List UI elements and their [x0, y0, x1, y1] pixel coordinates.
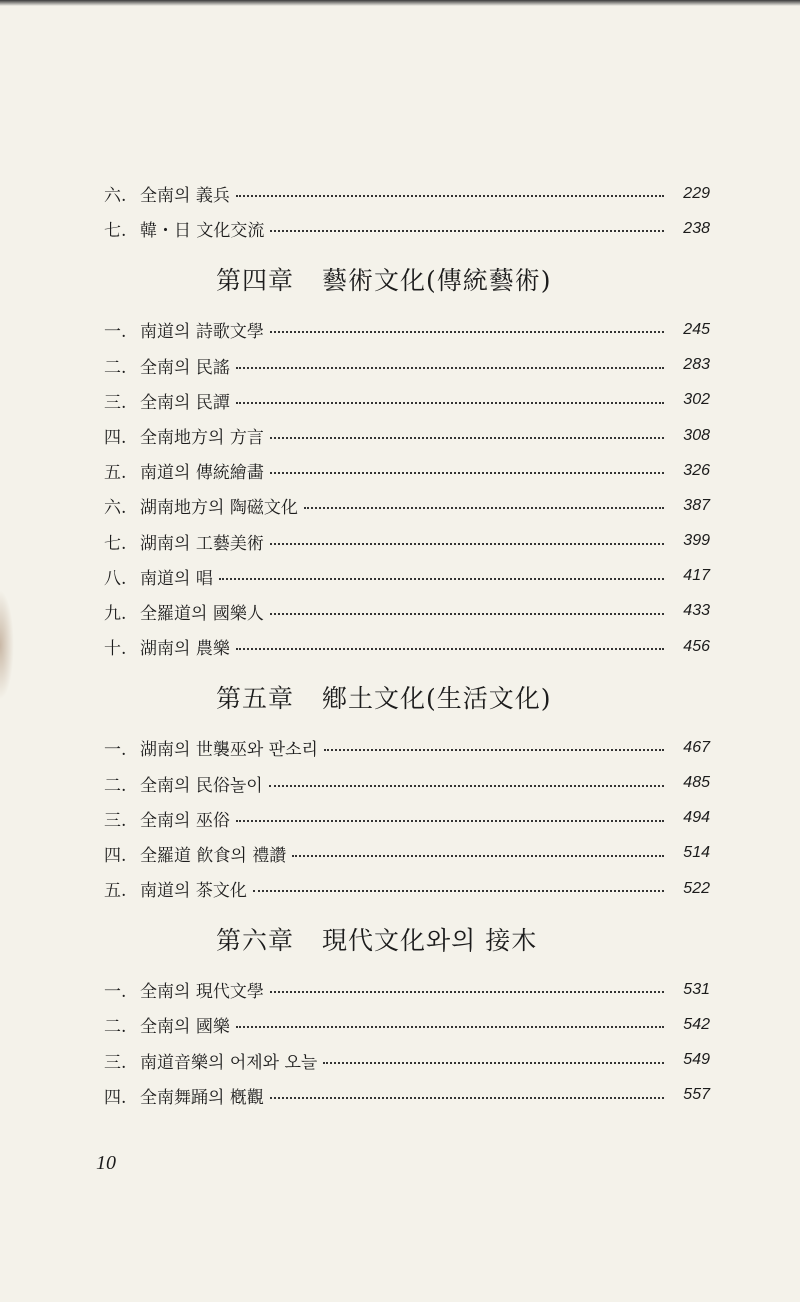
- toc-entry[interactable]: [104, 972, 710, 1007]
- toc-entry[interactable]: [104, 594, 710, 629]
- entry-number: 三.: [104, 810, 127, 831]
- entry-number: 二.: [104, 775, 127, 796]
- dot-leader: [236, 1025, 664, 1028]
- dot-leader: [324, 748, 664, 751]
- entry-title: 全南舞踊의 槪觀: [140, 1087, 264, 1108]
- entry-number: 一.: [104, 982, 127, 1003]
- entry-title: 全南의 現代文學: [140, 982, 264, 1003]
- entry-page-number: 387: [683, 496, 710, 514]
- entry-number: 七.: [104, 221, 127, 242]
- entry-page-number: 417: [683, 567, 710, 585]
- chapter-heading: [104, 906, 710, 972]
- toc-entry[interactable]: [104, 871, 710, 906]
- toc-entry[interactable]: [104, 801, 710, 836]
- entry-page-number: 485: [683, 774, 710, 792]
- page-number: 10: [96, 1152, 116, 1174]
- toc-section: [104, 906, 710, 1113]
- page-top-shadow: [0, 0, 800, 6]
- entry-title: 全羅道의 國樂人: [140, 603, 264, 624]
- toc-entry[interactable]: [104, 559, 710, 594]
- dot-leader: [236, 401, 664, 404]
- entry-title: 湖南의 工藝美術: [140, 533, 264, 554]
- dot-leader: [236, 819, 664, 822]
- entry-page-number: 522: [683, 879, 710, 897]
- dot-leader: [270, 436, 664, 439]
- dot-leader: [270, 1096, 664, 1099]
- toc-entry[interactable]: [104, 211, 710, 246]
- entry-title: 全南의 巫俗: [140, 810, 230, 831]
- entry-page-number: 531: [683, 980, 710, 998]
- entry-page-number: 557: [683, 1086, 710, 1104]
- entry-page-number: 283: [683, 356, 710, 374]
- dot-leader: [236, 194, 664, 197]
- entry-title: 南道의 茶文化: [140, 881, 247, 902]
- entry-page-number: 433: [683, 602, 710, 620]
- dot-leader: [270, 471, 664, 474]
- chapter-number: 第六章: [216, 926, 295, 956]
- entry-number: 八.: [104, 568, 127, 589]
- chapter-title: 鄕土文化(生活文化): [322, 684, 552, 714]
- entry-number: 九.: [104, 603, 127, 624]
- toc-entry[interactable]: [104, 176, 710, 211]
- entry-page-number: 542: [683, 1015, 710, 1033]
- dot-leader: [292, 854, 664, 857]
- entry-number: 十.: [104, 639, 127, 660]
- chapter-number: 第四章: [216, 266, 295, 296]
- toc-entry[interactable]: [104, 348, 710, 383]
- entry-title: 全南의 民俗놀이: [140, 775, 263, 796]
- entry-number: 二.: [104, 1017, 127, 1038]
- entry-page-number: 238: [683, 219, 710, 237]
- entry-number: 六.: [104, 186, 127, 207]
- entry-page-number: 514: [683, 844, 710, 862]
- entry-page-number: 326: [683, 461, 710, 479]
- toc-section: [104, 246, 710, 664]
- toc-entry[interactable]: [104, 488, 710, 523]
- entry-number: 五.: [104, 881, 127, 902]
- toc-entry[interactable]: [104, 836, 710, 871]
- entry-title: 全羅道 飮食의 禮讚: [140, 845, 287, 866]
- chapter-title: 藝術文化(傳統藝術): [322, 266, 552, 296]
- dot-leader: [236, 366, 664, 369]
- entry-number: 四.: [104, 428, 127, 449]
- toc-entry[interactable]: [104, 1043, 710, 1078]
- entry-number: 四.: [104, 1087, 127, 1108]
- toc-entry[interactable]: [104, 1007, 710, 1042]
- entry-title: 全南의 義兵: [140, 186, 230, 207]
- dot-leader: [270, 330, 664, 333]
- dot-leader: [323, 1061, 664, 1064]
- toc-section: [104, 176, 710, 246]
- entry-number: 三.: [104, 392, 127, 413]
- entry-page-number: 494: [683, 809, 710, 827]
- entry-page-number: 399: [683, 532, 710, 550]
- dot-leader: [270, 990, 664, 993]
- entry-page-number: 456: [683, 637, 710, 655]
- entry-title: 南道音樂의 어제와 오늘: [140, 1052, 318, 1073]
- toc-entry[interactable]: [104, 765, 710, 800]
- chapter-number: 第五章: [216, 684, 295, 714]
- chapter-title: 現代文化와의 接木: [322, 926, 538, 956]
- entry-number: 一.: [104, 322, 127, 343]
- entry-title: 韓・日 文化交流: [140, 221, 265, 242]
- entry-title: 全南의 民謠: [140, 357, 230, 378]
- toc-section: [104, 664, 710, 906]
- entry-page-number: 549: [683, 1051, 710, 1069]
- entry-title: 湖南의 世襲巫와 판소리: [140, 740, 318, 761]
- entry-page-number: 467: [683, 738, 710, 756]
- entry-page-number: 245: [683, 320, 710, 338]
- entry-title: 全南地方의 方言: [140, 428, 264, 449]
- dot-leader: [253, 889, 664, 892]
- entry-title: 南道의 詩歌文學: [140, 322, 264, 343]
- dot-leader: [269, 784, 664, 787]
- toc-entry[interactable]: [104, 418, 710, 453]
- dot-leader: [304, 506, 664, 509]
- page-edge-stain: [0, 590, 14, 700]
- entry-title: 湖南의 農樂: [140, 639, 230, 660]
- toc-entry[interactable]: [104, 312, 710, 347]
- entry-title: 全南의 國樂: [140, 1017, 230, 1038]
- dot-leader: [270, 612, 664, 615]
- entry-number: 四.: [104, 845, 127, 866]
- entry-page-number: 229: [683, 184, 710, 202]
- table-of-contents: [104, 176, 710, 1113]
- dot-leader: [219, 577, 664, 580]
- entry-page-number: 302: [683, 391, 710, 409]
- entry-number: 一.: [104, 740, 127, 761]
- dot-leader: [270, 229, 664, 232]
- entry-page-number: 308: [683, 426, 710, 444]
- entry-title: 湖南地方의 陶磁文化: [140, 498, 298, 519]
- entry-title: 全南의 民譚: [140, 392, 230, 413]
- dot-leader: [270, 542, 664, 545]
- entry-number: 三.: [104, 1052, 127, 1073]
- toc-entry[interactable]: [104, 1078, 710, 1113]
- entry-title: 南道의 唱: [140, 568, 213, 589]
- toc-entry[interactable]: [104, 629, 710, 664]
- entry-number: 五.: [104, 463, 127, 484]
- toc-entry[interactable]: [104, 453, 710, 488]
- entry-number: 二.: [104, 357, 127, 378]
- dot-leader: [236, 647, 664, 650]
- entry-title: 南道의 傳統繪畵: [140, 463, 264, 484]
- toc-entry[interactable]: [104, 524, 710, 559]
- entry-number: 七.: [104, 533, 127, 554]
- toc-entry[interactable]: [104, 383, 710, 418]
- toc-entry[interactable]: [104, 730, 710, 765]
- chapter-heading: [104, 664, 710, 730]
- entry-number: 六.: [104, 498, 127, 519]
- chapter-heading: [104, 246, 710, 312]
